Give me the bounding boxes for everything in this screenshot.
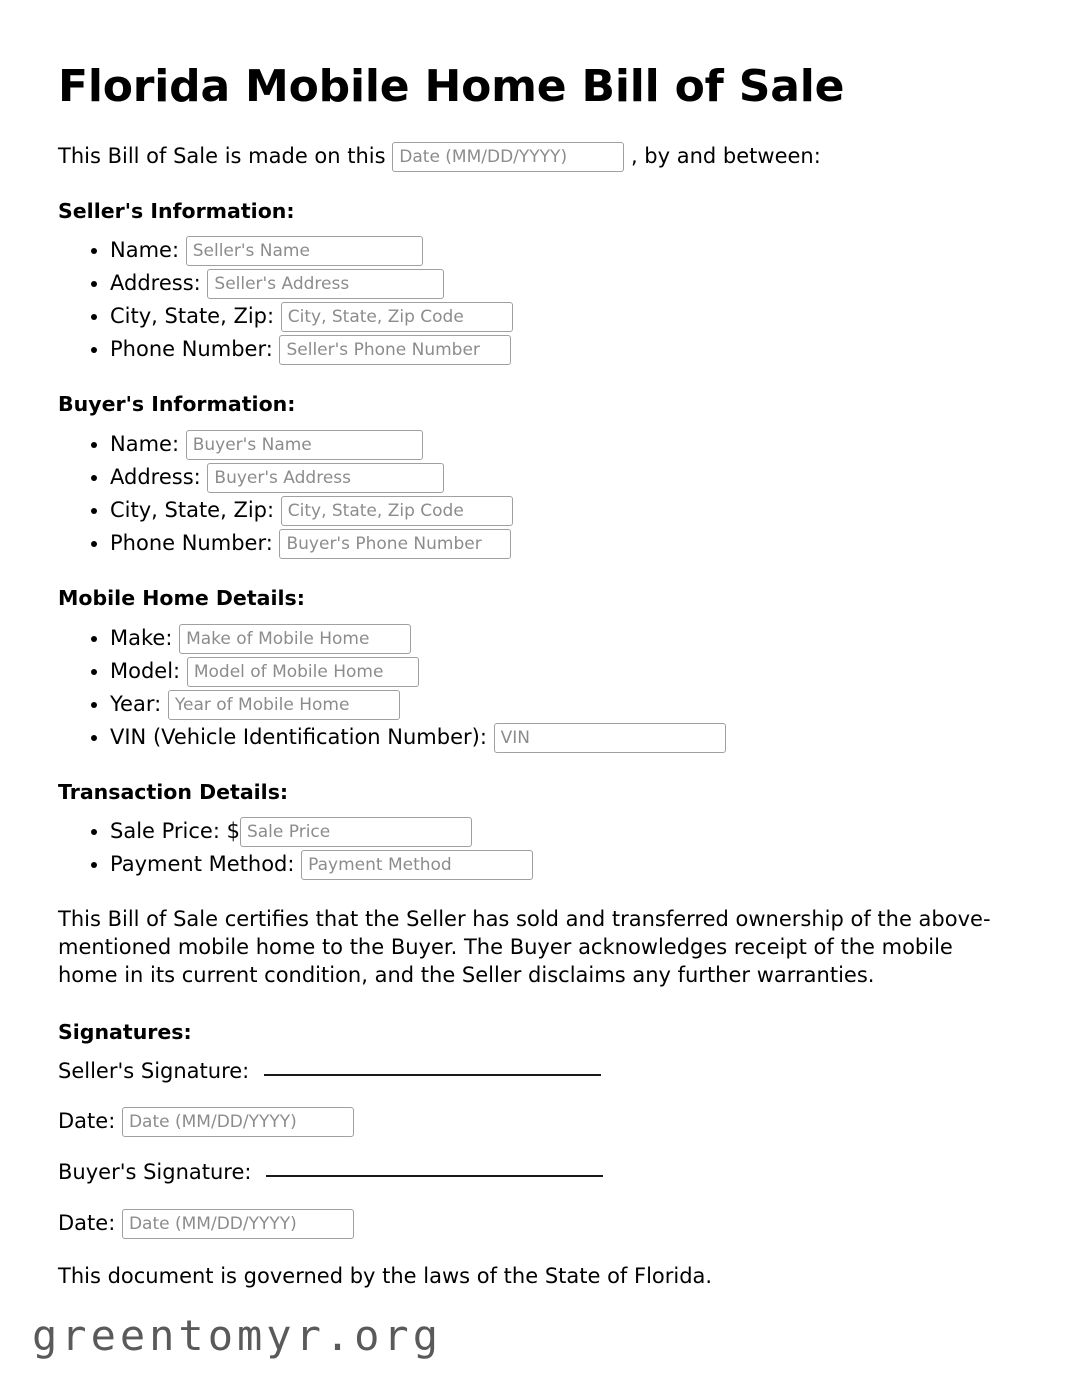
seller-city-state-zip-input[interactable] bbox=[281, 302, 513, 332]
intro-text-before: This Bill of Sale is made on this bbox=[58, 143, 386, 168]
sale-price-label: Sale Price: $ bbox=[110, 819, 240, 844]
model-input[interactable] bbox=[187, 657, 419, 687]
seller-phone-label: Phone Number: bbox=[110, 337, 273, 362]
buyer-name-input[interactable] bbox=[186, 430, 423, 460]
vin-input[interactable] bbox=[494, 723, 726, 753]
buyer-date-row bbox=[58, 1209, 1015, 1239]
buyer-date-input[interactable] bbox=[122, 1209, 354, 1239]
buyer-city-state-zip-input[interactable] bbox=[281, 496, 513, 526]
seller-name-input[interactable] bbox=[186, 236, 423, 266]
payment-method-label: Payment Method: bbox=[110, 852, 295, 877]
make-input[interactable] bbox=[179, 624, 411, 654]
year-input[interactable] bbox=[168, 690, 400, 720]
list-item bbox=[110, 690, 1015, 720]
page-title: Florida Mobile Home Bill of Sale bbox=[58, 61, 845, 112]
seller-address-label: Address: bbox=[110, 271, 201, 296]
agreement-date-input[interactable] bbox=[392, 142, 624, 172]
list-item bbox=[110, 657, 1015, 687]
buyer-field-list bbox=[58, 430, 1015, 559]
seller-signature-label: Seller's Signature: bbox=[58, 1058, 250, 1083]
buyer-date-label: Date: bbox=[58, 1210, 116, 1235]
seller-section-heading: Seller's Information: bbox=[58, 198, 295, 223]
list-item bbox=[110, 496, 1015, 526]
mobile-home-field-list bbox=[58, 624, 1015, 753]
buyer-address-label: Address: bbox=[110, 464, 201, 489]
transaction-field-list bbox=[58, 817, 1015, 880]
buyer-name-label: Name: bbox=[110, 431, 180, 456]
vin-label: VIN (Vehicle Identification Number): bbox=[110, 724, 487, 749]
buyer-signature-line[interactable] bbox=[266, 1174, 603, 1177]
agreement-intro-line bbox=[58, 141, 1015, 172]
list-item bbox=[110, 723, 1015, 753]
list-item bbox=[110, 850, 1015, 880]
list-item bbox=[110, 236, 1015, 266]
governing-law-statement: This document is governed by the laws of the State of Florida. bbox=[58, 1263, 713, 1288]
signatures-section-heading: Signatures: bbox=[58, 1020, 192, 1045]
seller-date-row bbox=[58, 1107, 1015, 1137]
site-watermark: greentomyr.org bbox=[32, 1311, 443, 1360]
seller-field-list bbox=[58, 236, 1015, 365]
transaction-section-heading: Transaction Details: bbox=[58, 779, 289, 804]
sale-price-input[interactable] bbox=[240, 817, 472, 847]
list-item bbox=[110, 269, 1015, 299]
make-label: Make: bbox=[110, 625, 173, 650]
list-item bbox=[110, 817, 1015, 847]
buyer-phone-input[interactable] bbox=[279, 529, 511, 559]
certification-paragraph: This Bill of Sale certifies that the Seller has sold and transferred ownership of the above-mentioned mobile home to the Buyer. The Buyer acknowledges receipt of the mobile home in its current condition, and the Seller disclaims any further warranties. bbox=[58, 907, 991, 987]
seller-signature-row bbox=[58, 1058, 1015, 1085]
buyer-section-heading: Buyer's Information: bbox=[58, 392, 296, 417]
list-item bbox=[110, 430, 1015, 460]
seller-name-label: Name: bbox=[110, 238, 180, 263]
buyer-city-state-zip-label: City, State, Zip: bbox=[110, 497, 275, 522]
seller-date-label: Date: bbox=[58, 1109, 116, 1134]
seller-phone-input[interactable] bbox=[279, 335, 511, 365]
seller-city-state-zip-label: City, State, Zip: bbox=[110, 304, 275, 329]
list-item bbox=[110, 302, 1015, 332]
seller-date-input[interactable] bbox=[122, 1107, 354, 1137]
buyer-signature-row bbox=[58, 1159, 1015, 1186]
payment-method-input[interactable] bbox=[301, 850, 533, 880]
list-item bbox=[110, 529, 1015, 559]
mobile-home-section-heading: Mobile Home Details: bbox=[58, 585, 305, 610]
list-item bbox=[110, 624, 1015, 654]
list-item bbox=[110, 463, 1015, 493]
model-label: Model: bbox=[110, 658, 181, 683]
seller-signature-line[interactable] bbox=[264, 1073, 601, 1076]
buyer-address-input[interactable] bbox=[207, 463, 444, 493]
seller-address-input[interactable] bbox=[207, 269, 444, 299]
list-item bbox=[110, 335, 1015, 365]
buyer-phone-label: Phone Number: bbox=[110, 530, 273, 555]
intro-text-after: , by and between: bbox=[630, 143, 821, 168]
year-label: Year: bbox=[110, 691, 162, 716]
buyer-signature-label: Buyer's Signature: bbox=[58, 1160, 252, 1185]
